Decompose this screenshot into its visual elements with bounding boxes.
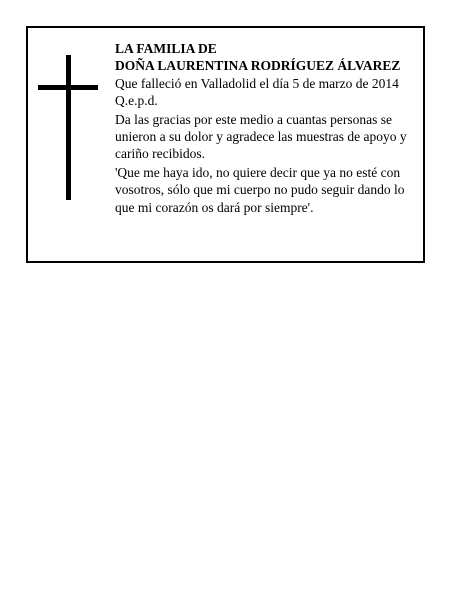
- quote-paragraph: 'Que me haya ido, no quiere decir que ya no esté con vosotros, sólo que mi cuerpo no pudo seguir dando lo que mi corazón os dará por siempre'.: [115, 164, 405, 215]
- heading-family: LA FAMILIA DE: [115, 41, 217, 56]
- obituary-notice: [26, 26, 425, 263]
- qepd-line: Q.e.p.d.: [115, 93, 158, 109]
- thanks-paragraph: Da las gracias por este medio a cuantas personas se unieron a su dolor y agradece las muestras de apoyo y cariño recibidos.: [115, 111, 407, 162]
- latin-cross-icon: [38, 55, 98, 200]
- notice-text: [115, 40, 415, 216]
- death-announcement: Que falleció en Valladolid el día 5 de marzo de 2014: [115, 75, 399, 91]
- heading-deceased-name: DOÑA LAURENTINA RODRÍGUEZ ÁLVAREZ: [115, 58, 401, 74]
- cross-vertical-bar: [66, 55, 71, 200]
- cross-horizontal-bar: [38, 85, 98, 90]
